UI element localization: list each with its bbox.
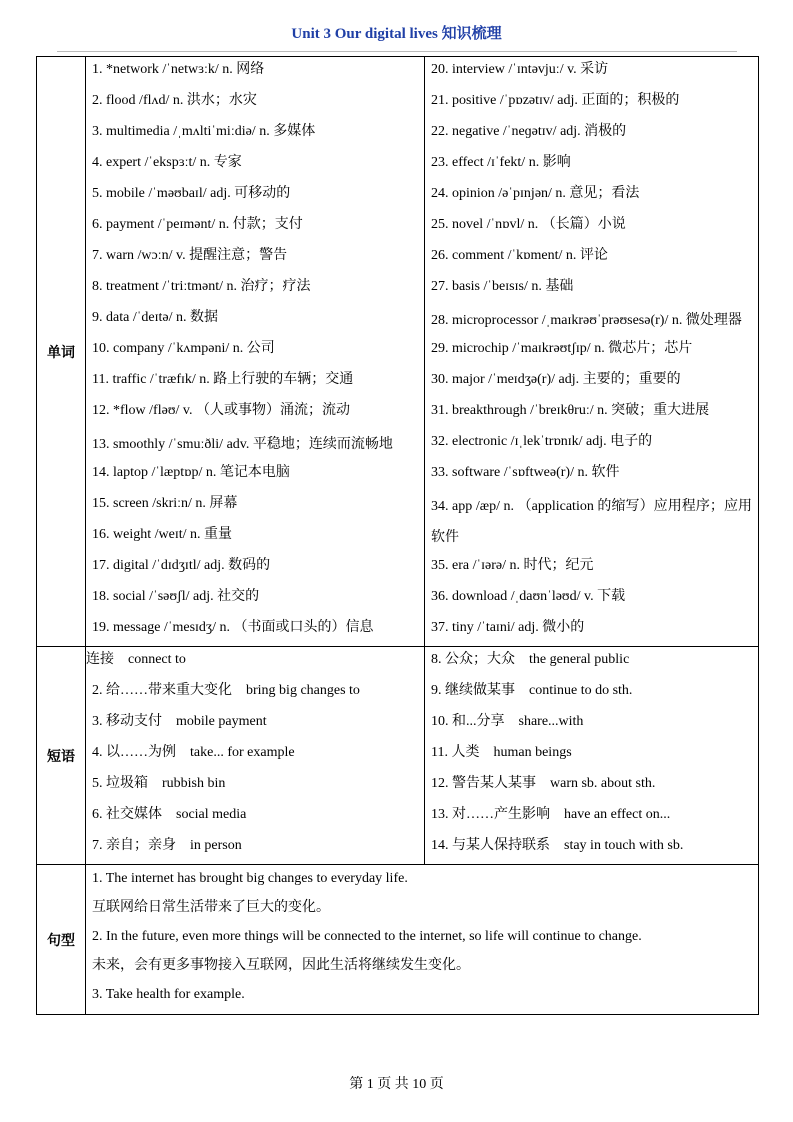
phrases-row [37,647,759,865]
word-item: 10. company /ˈkʌmpəni/ n. 公司 [92,341,275,356]
phrase-en: the general public [529,652,630,667]
word-item: 2. flood /flʌd/ n. 洪水；水灾 [92,93,257,108]
word-item: 17. digital /ˈdɪdʒɪtl/ adj. 数码的 [92,558,271,573]
phrase-cn: 7. 亲自；亲身 [92,838,176,853]
phrase-en: take... for example [190,745,295,760]
word-item: 11. traffic /ˈtræfɪk/ n. 路上行驶的车辆；交通 [92,372,354,387]
phrase-cn: 12. 警告某人某事 [431,776,536,791]
phrase-item [425,647,758,678]
phrase-en: share...with [518,714,584,729]
phrase-item [86,833,424,864]
phrase-item [86,802,424,833]
word-item: 22. negative /ˈneɡətɪv/ adj. 消极的 [431,124,627,139]
sentence-line: 未来，会有更多事物接入互联网，因此生活将继续发生变化。 [92,958,470,973]
phrase-cn: 11. 人类 [431,745,480,760]
phrase-cn: 13. 对……产生影响 [431,807,550,822]
sentence-line: 3. Take health for example. [92,987,245,1002]
word-item: 18. social /ˈsəʊʃl/ adj. 社交的 [92,589,260,604]
phrases-left-column [86,647,425,865]
word-item: 28. microprocessor /ˌmaɪkrəʊˈprəʊsesə(r)/ n. 微处理器 [431,313,742,328]
phrase-item [86,740,424,771]
word-item: 14. laptop /ˈlæptɒp/ n. 笔记本电脑 [92,465,290,480]
word-item: 9. data /ˈdeɪtə/ n. 数据 [92,310,218,325]
phrase-en: bring big changes to [246,683,360,698]
word-item: 26. comment /ˈkɒment/ n. 评论 [431,248,608,263]
word-item: 6. payment /ˈpeɪmənt/ n. 付款；支付 [92,217,303,232]
phrase-en: warn sb. about sth. [550,776,656,791]
word-item: 32. electronic /ɪˌlekˈtrɒnɪk/ adj. 电子的 [431,434,653,449]
word-item: 36. download /ˌdaʊnˈləʊd/ v. 下载 [431,589,626,604]
word-item: 19. message /ˈmesɪdʒ/ n. （书面或口头的）信息 [92,620,374,635]
word-item: 8. treatment /ˈtriːtmənt/ n. 治疗；疗法 [92,279,311,294]
phrase-item [86,709,424,740]
word-item: 3. multimedia /ˌmʌltiˈmiːdiə/ n. 多媒体 [92,124,316,139]
word-item: 23. effect /ɪˈfekt/ n. 影响 [431,155,571,170]
phrase-en: social media [176,807,247,822]
phrase-cn: 5. 垃圾箱 [92,776,148,791]
word-item: 20. interview /ˈɪntəvjuː/ v. 采访 [431,62,609,77]
phrase-item [425,709,758,740]
word-item: 24. opinion /əˈpɪnjən/ n. 意见；看法 [431,186,640,201]
sentence-line: 互联网给日常生活带来了巨大的变化。 [92,900,330,915]
word-item: 25. novel /ˈnɒvl/ n. （长篇）小说 [431,217,626,232]
sentences-label: 句型 [37,865,86,1015]
phrase-cn: 2. 给……带来重大变化 [92,683,232,698]
title-divider [57,51,737,52]
phrase-cn: 连接 [86,652,114,667]
phrase-en: human beings [493,745,572,760]
words-row [37,57,759,647]
word-item: 29. microchip /ˈmaɪkrəʊtʃɪp/ n. 微芯片；芯片 [431,341,693,356]
word-item: 37. tiny /ˈtaɪni/ adj. 微小的 [431,620,585,635]
word-item: 4. expert /ˈekspɜːt/ n. 专家 [92,155,242,170]
phrase-item [425,678,758,709]
word-item: 33. software /ˈsɒftweə(r)/ n. 软件 [431,465,620,480]
phrase-item [86,678,424,709]
phrase-item [425,833,758,864]
phrase-en: connect to [128,652,186,667]
phrase-cn: 8. 公众；大众 [431,652,515,667]
word-item: 7. warn /wɔːn/ v. 提醒注意；警告 [92,248,288,263]
word-item: 16. weight /weɪt/ n. 重量 [92,527,232,542]
sentences-row [37,865,759,1015]
phrase-item [86,771,424,802]
phrase-cn: 9. 继续做某事 [431,683,515,698]
phrase-cn: 10. 和...分享 [431,714,505,729]
phrase-en: mobile payment [176,714,267,729]
word-item: 1. *network /ˈnetwɜːk/ n. 网络 [92,62,265,77]
phrases-right-column [425,647,759,865]
page-title: Unit 3 Our digital lives 知识梳理 [291,26,502,42]
page-number: 第 1 页 共 10 页 [349,1077,444,1092]
phrase-cn: 3. 移动支付 [92,714,162,729]
phrase-item [425,740,758,771]
word-item: 15. screen /skriːn/ n. 屏幕 [92,496,238,511]
sentences-cell [86,865,759,1015]
phrases-label: 短语 [37,647,86,865]
word-item: 27. basis /ˈbeɪsɪs/ n. 基础 [431,279,574,294]
phrase-cn: 6. 社交媒体 [92,807,162,822]
phrase-item [86,647,424,678]
phrase-en: stay in touch with sb. [564,838,684,853]
word-item: 12. *flow /fləʊ/ v. （人或事物）涌流；流动 [92,403,350,418]
phrase-en: in person [190,838,242,853]
word-item: 31. breakthrough /ˈbreɪkθruː/ n. 突破；重大进展 [431,403,710,418]
words-label: 单词 [37,57,86,647]
sentence-line: 1. The internet has brought big changes to everyday life. [92,871,408,886]
phrase-cn: 4. 以……为例 [92,745,176,760]
word-item: 13. smoothly /ˈsmuːðli/ adv. 平稳地；连续而流畅地 [92,437,393,452]
word-item: 34. app /æp/ n. （application 的缩写）应用程序；应用软件 [431,499,752,545]
words-right-column [425,57,759,647]
phrase-item [425,771,758,802]
word-item: 21. positive /ˈpɒzətɪv/ adj. 正面的；积极的 [431,93,680,108]
word-item: 5. mobile /ˈməʊbaɪl/ adj. 可移动的 [92,186,291,201]
sentence-line: 2. In the future, even more things will be connected to the internet, so life will continue to change. [92,929,642,944]
knowledge-table [36,56,759,1015]
phrase-en: have an effect on... [564,807,671,822]
phrase-item [425,802,758,833]
word-item: 35. era /ˈɪərə/ n. 时代；纪元 [431,558,594,573]
word-item: 30. major /ˈmeɪdʒə(r)/ adj. 主要的；重要的 [431,372,681,387]
phrase-en: continue to do sth. [529,683,633,698]
words-left-column [86,57,425,647]
phrase-en: rubbish bin [162,776,226,791]
phrase-cn: 14. 与某人保持联系 [431,838,550,853]
